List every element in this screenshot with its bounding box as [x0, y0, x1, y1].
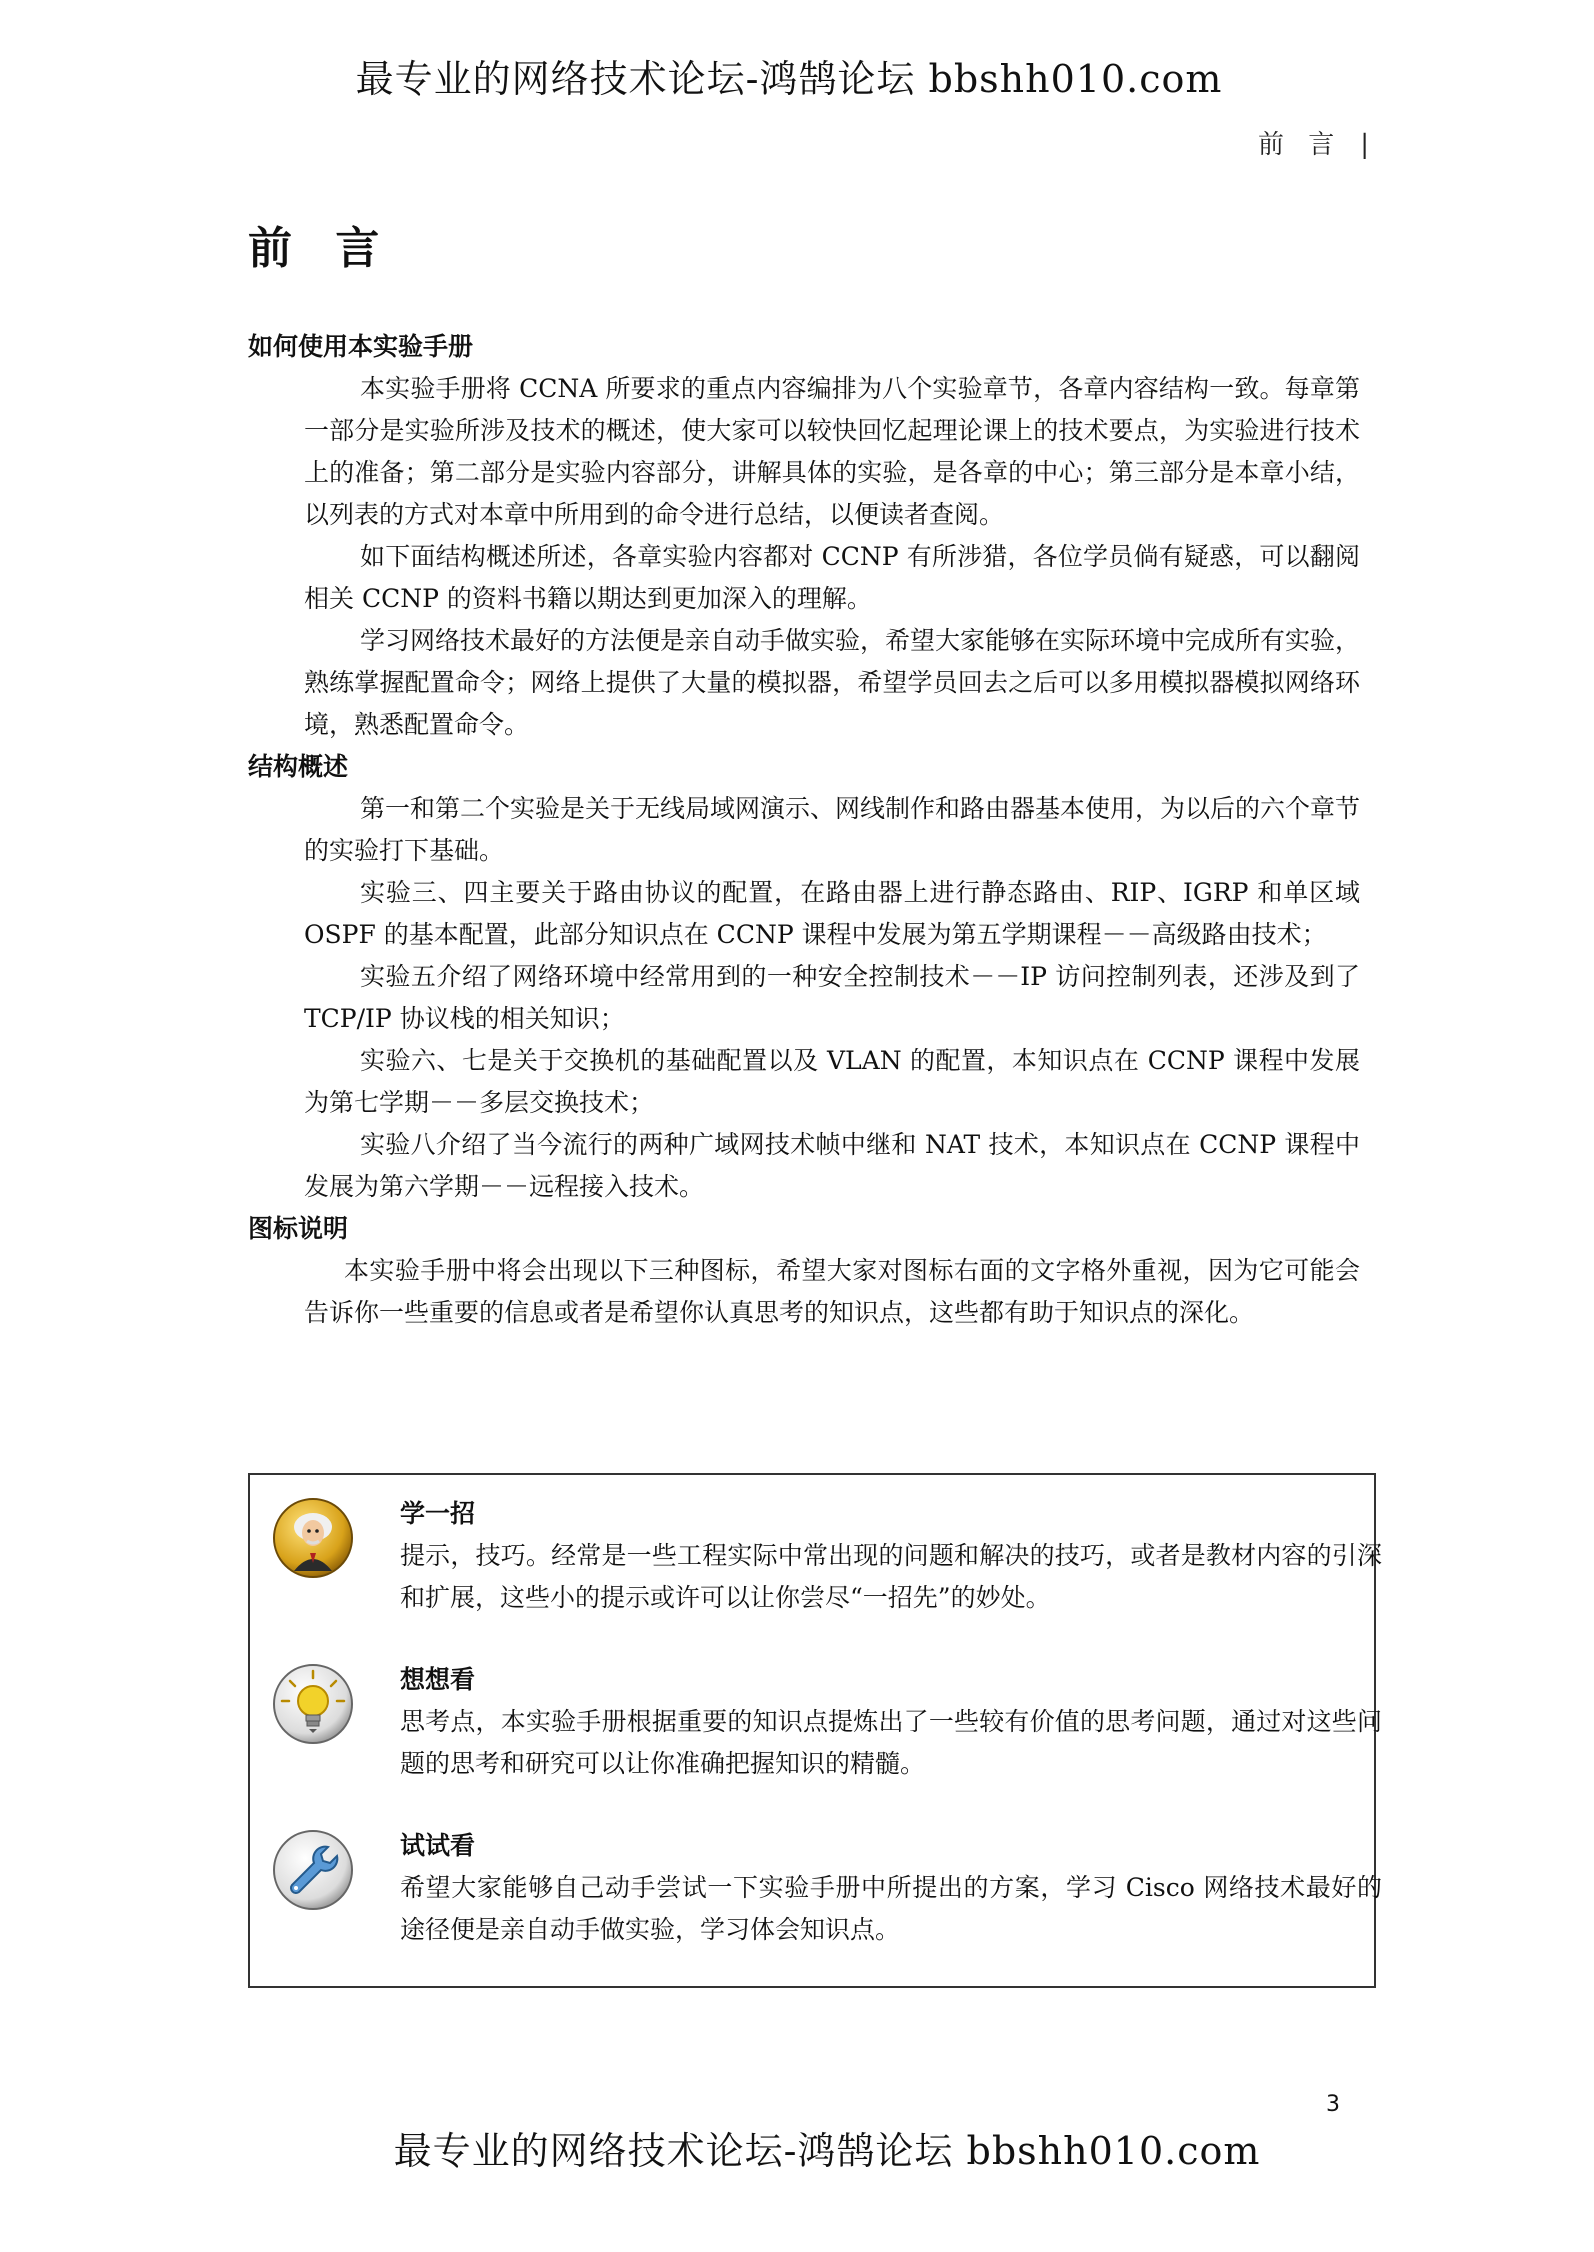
paragraph: 本实验手册将 CCNA 所要求的重点内容编排为八个实验章节，各章内容结构一致。每章第一部分是实验所涉及技术的概述，使大家可以较快回忆起理论课上的技术要点，为实验进行技术上的准备；第二部分是实验内容部分，讲解具体的实验，是各章的中心；第三部分是本章小结，以列表的方式对本章中所用到的命令进行总结，以便读者查阅。 — [304, 374, 1360, 529]
tip-title: 学一招 — [400, 1499, 476, 1528]
section-heading-icons: 图标说明 — [248, 1214, 349, 1243]
paragraph: 本实验手册中将会出现以下三种图标，希望大家对图标右面的文字格外重视，因为它可能会告诉你一些重要的信息或者是希望你认真思考的知识点，这些都有助于知识点的深化。 — [304, 1256, 1360, 1327]
tip-title: 想想看 — [400, 1665, 476, 1694]
watermark-top: 最专业的网络技术论坛-鸿鹄论坛 bbshh010.com — [355, 57, 1223, 101]
professor-icon — [272, 1497, 354, 1579]
tip-text: 提示，技巧。经常是一些工程实际中常出现的问题和解决的技巧，或者是教材内容的引深和扩展，这些小的提示或许可以让你尝尽“一招先”的妙处。 — [400, 1541, 1382, 1612]
paragraph: 实验五介绍了网络环境中经常用到的一种安全控制技术－－IP 访问控制列表，还涉及到了 TCP/IP 协议栈的相关知识； — [304, 962, 1360, 1033]
paragraph: 实验六、七是关于交换机的基础配置以及 VLAN 的配置，本知识点在 CCNP 课程中发展为第七学期－－多层交换技术； — [304, 1046, 1360, 1117]
paragraph: 第一和第二个实验是关于无线局域网演示、网线制作和路由器基本使用，为以后的六个章节的实验打下基础。 — [304, 794, 1361, 865]
page-number: 3 — [1326, 2092, 1340, 2117]
wrench-icon — [272, 1829, 354, 1911]
lightbulb-icon — [272, 1663, 354, 1745]
paragraph: 学习网络技术最好的方法便是亲自动手做实验，希望大家能够在实际环境中完成所有实验，熟练掌握配置命令；网络上提供了大量的模拟器，希望学员回去之后可以多用模拟器模拟网络环境，熟悉配置命令。 — [304, 626, 1361, 739]
tip-text: 希望大家能够自己动手尝试一下实验手册中所提出的方案，学习 Cisco 网络技术最好的途径便是亲自动手做实验，学习体会知识点。 — [400, 1873, 1382, 1944]
body-content — [248, 326, 1360, 1334]
tip-text: 思考点，本实验手册根据重要的知识点提炼出了一些较有价值的思考问题，通过对这些问题的思考和研究可以让你准确把握知识的精髓。 — [400, 1707, 1382, 1778]
paragraph: 实验三、四主要关于路由协议的配置，在路由器上进行静态路由、RIP、IGRP 和单区域 OSPF 的基本配置，此部分知识点在 CCNP 课程中发展为第五学期课程－－高级路由技术； — [304, 878, 1360, 949]
running-header — [1258, 124, 1369, 161]
paragraph: 如下面结构概述所述，各章实验内容都对 CCNP 有所涉猎，各位学员倘有疑惑，可以翻阅相关 CCNP 的资料书籍以期达到更加深入的理解。 — [304, 542, 1360, 613]
watermark-bottom: 最专业的网络技术论坛-鸿鹄论坛 bbshh010.com — [393, 2129, 1261, 2173]
chapter-title: 前 言 — [248, 223, 394, 274]
running-header-separator: | — [1360, 130, 1370, 160]
section-heading-structure: 结构概述 — [248, 752, 349, 781]
tip-title: 试试看 — [400, 1831, 476, 1860]
running-header-title: 前 言 — [1258, 130, 1343, 160]
paragraph: 实验八介绍了当今流行的两种广域网技术帧中继和 NAT 技术，本知识点在 CCNP 课程中发展为第六学期－－远程接入技术。 — [304, 1130, 1360, 1201]
icon-legend-box — [248, 1473, 1382, 1988]
section-heading-how-to-use: 如何使用本实验手册 — [248, 332, 474, 361]
